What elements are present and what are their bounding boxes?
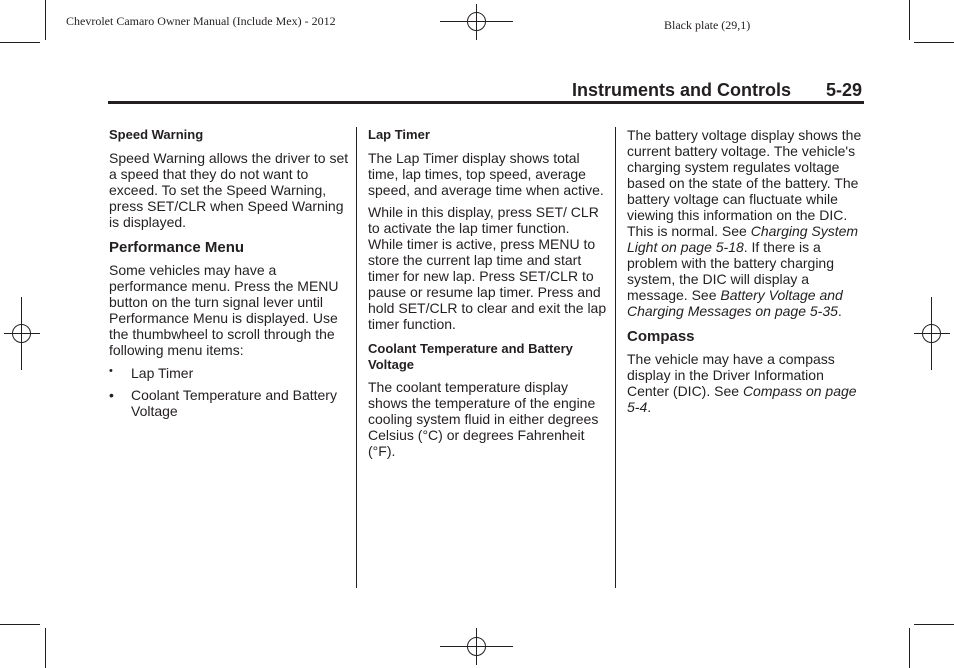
plate-label: Black plate (29,1): [664, 18, 751, 32]
crop-mark: [45, 628, 46, 668]
crop-mark: [0, 624, 40, 625]
cross-reference-link[interactable]: Charging System Light on page 5-18: [627, 223, 859, 255]
compass-heading: Compass: [627, 328, 695, 345]
section-title: Instruments and Controls: [572, 80, 792, 100]
lap-timer-instructions: While in this display, press SET/ CLR to activate the lap timer function. While timer is active, press MENU to store the current lap time and start timer for new lap. Press SET/CLR to pause or resume lap timer. Press and hold SET/CLR to clear and exit the lap timer function.: [368, 204, 607, 332]
lap-timer-body: The Lap Timer display shows total time, lap times, top speed, average speed, and average time when active.: [368, 150, 604, 198]
battery-voltage-body: The battery voltage display shows the current battery voltage. The vehicle's charging system regulates voltage based on the state of the battery. The battery voltage can fluctuate while viewing this information on the DIC. This is normal. See Charging System Light on page 5-18. If there is a problem with the battery charging system, the DIC will display a message. See Battery Voltage and Charging Messages on page 5-35.: [627, 127, 862, 319]
list-item: [109, 365, 349, 381]
list-item: [109, 387, 349, 419]
crop-mark: [0, 42, 40, 43]
column-1: [109, 127, 349, 419]
column-2: [368, 127, 608, 459]
crop-mark: [909, 628, 910, 668]
column-divider: [356, 127, 357, 588]
header-rule: [108, 101, 864, 104]
speed-warning-body: Speed Warning allows the driver to set a speed that they do not want to exceed. To set the Speed Warning, press SET/CLR when Speed Warning is displayed.: [109, 150, 349, 230]
coolant-body: The coolant temperature display shows the temperature of the engine cooling system fluid in either degrees Celsius (°C) or degrees Fahrenheit (°F).: [368, 379, 599, 459]
compass-body: The vehicle may have a compass display in the Driver Information Center (DIC). See Compass on page 5-4.: [627, 351, 857, 415]
column-3: [627, 127, 867, 415]
bullet-text: Coolant Temperature and Battery Voltage: [131, 387, 337, 419]
performance-menu-heading: Performance Menu: [109, 239, 245, 256]
cross-reference-link[interactable]: Battery Voltage and Charging Messages on page 5-35: [627, 287, 843, 319]
bullet-text: Lap Timer: [131, 365, 194, 381]
cross-reference-link[interactable]: Compass on page 5-4: [627, 383, 857, 415]
manual-title: Chevrolet Camaro Owner Manual (Include Mex) - 2012: [66, 14, 336, 28]
bullet-marker: •: [109, 387, 114, 403]
speed-warning-heading: Speed Warning: [109, 127, 204, 142]
crop-mark: [914, 42, 954, 43]
crop-mark: [45, 0, 46, 40]
coolant-battery-heading: Coolant Temperature and Battery Voltage: [368, 341, 573, 372]
lap-timer-heading: Lap Timer: [368, 127, 430, 142]
crop-mark: [914, 624, 954, 625]
performance-menu-body: Some vehicles may have a performance menu. Press the MENU button on the turn signal lever until Performance Menu is displayed. Use the thumbwheel to scroll through the following menu items:: [109, 262, 339, 358]
page-number: 5-29: [826, 80, 863, 100]
column-divider: [615, 127, 616, 588]
bullet-marker: •: [109, 365, 113, 377]
crop-mark: [909, 0, 910, 40]
